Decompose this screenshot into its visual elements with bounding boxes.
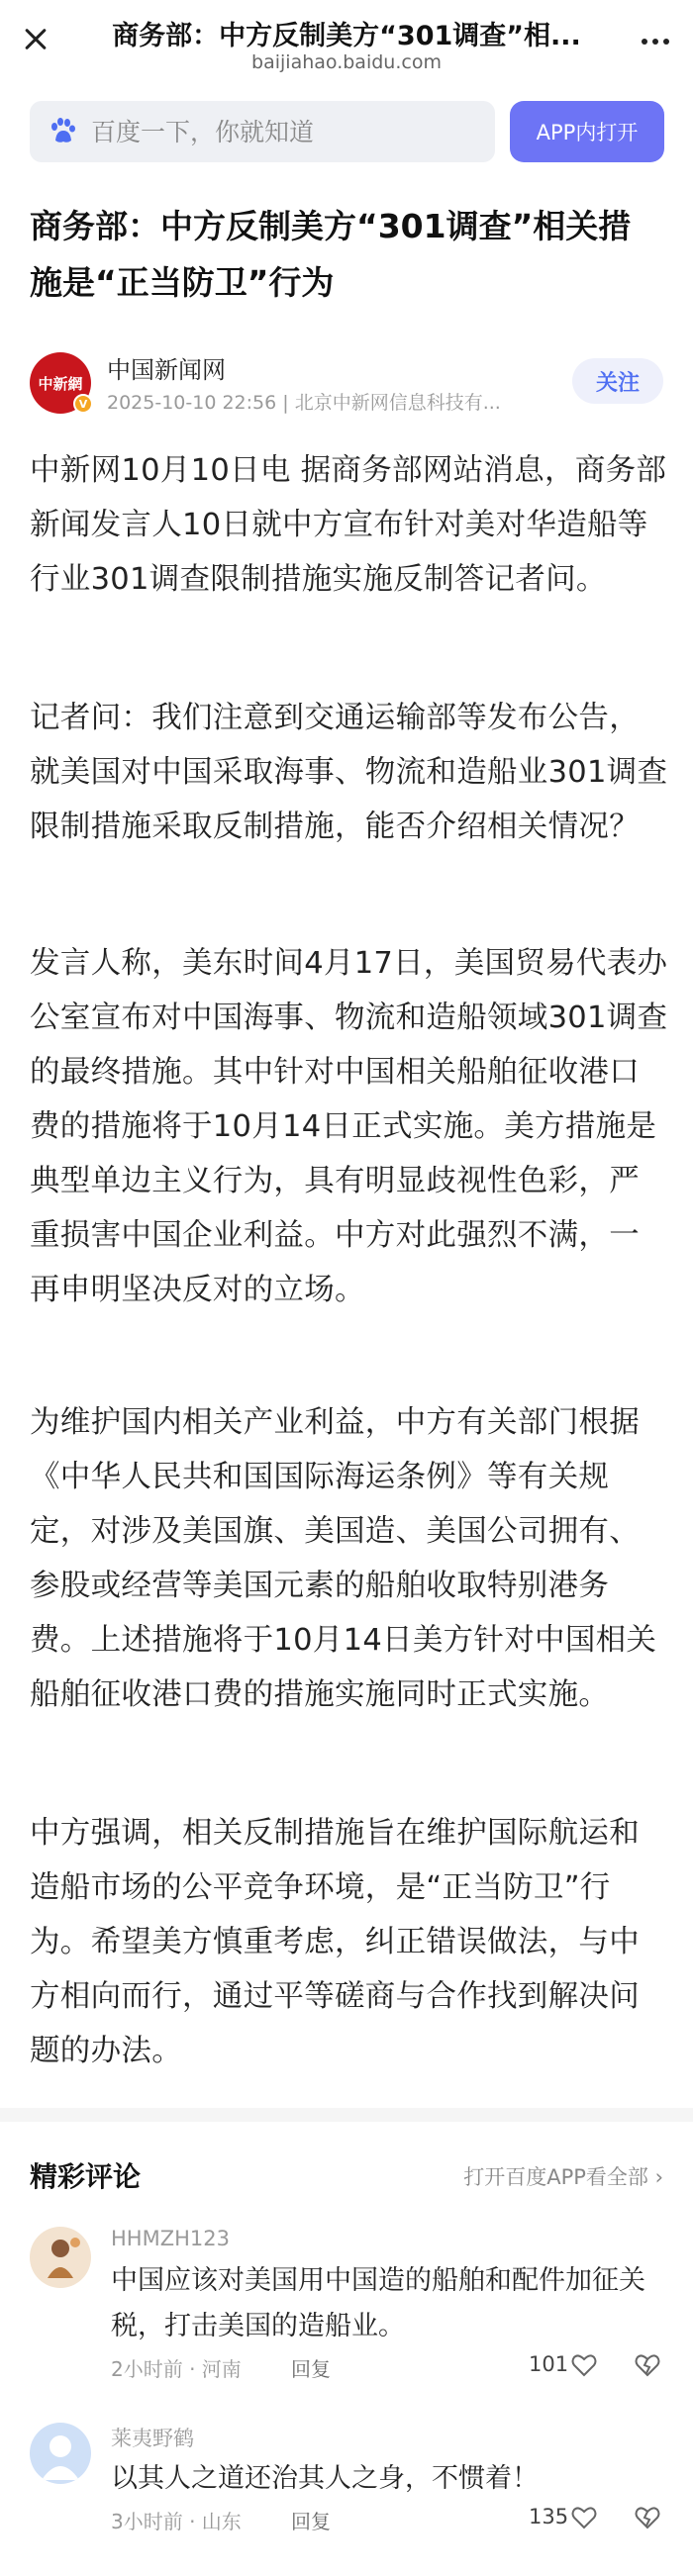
article-paragraph: 为维护国内相关产业利益，中方有关部门根据《中华人民共和国国际海运条例》等有关规定，对涉及美国旗、美国造、美国公司拥有、参股或经营等美国元素的船舶收取特别港务费。上述措施将于10月14日美方针对中国相关船舶征收港口费的措施实施同时正式实施。	[30, 1405, 657, 1712]
comments-title: 精彩评论	[30, 2160, 142, 2193]
open-app-all-comments-link[interactable]: 打开百度APP看全部 ›	[463, 2165, 663, 2189]
reply-button[interactable]: 回复	[291, 2510, 331, 2533]
article-paragraph: 发言人称，美东时间4月17日，美国贸易代表办公室宣布对中国海事、物流和造船领域301调查的最终措施。其中针对中国相关船舶征收港口费的措施将于10月14日正式实施。美方措施是典型单边主义行为，具有明显歧视性色彩，严重损害中国企业利益。中方对此强烈不满，一再申明坚决反对的立场。	[30, 946, 668, 1307]
comment-item	[30, 2423, 663, 2541]
article-title: 商务部：中方反制美方“301调查”相关措施是“正当防卫”行为	[30, 207, 632, 302]
broken-heart-icon[interactable]	[634, 2351, 661, 2379]
search-input[interactable]	[91, 101, 487, 162]
verified-icon: V	[73, 394, 93, 414]
page-url: baijiahao.baidu.com	[251, 51, 442, 73]
article-paragraph: 中方强调，相关反制措施旨在维护国际航运和造船市场的公平竞争环境，是“正当防卫”行为。希望美方慎重考虑，纠正错误做法，与中方相向而行，通过平等磋商与合作找到解决问题的办法。	[30, 1816, 640, 2068]
page-title: 商务部：中方反制美方“301调查”相...	[112, 21, 581, 51]
search-box[interactable]	[30, 101, 495, 162]
comment-text: 以其人之道还治其人之身，不惯着！	[111, 2463, 539, 2494]
author-row	[30, 346, 663, 426]
like-count: 101	[529, 2352, 569, 2376]
comment-meta: 2小时前 · 河南	[111, 2357, 242, 2381]
avatar-image-icon	[30, 2227, 91, 2288]
top-bar	[0, 0, 693, 81]
baidu-paw-icon	[48, 117, 77, 146]
avatar[interactable]	[30, 2227, 91, 2288]
close-icon[interactable]	[14, 18, 57, 61]
open-in-app-button[interactable]: APP内打开	[510, 101, 664, 162]
comment-meta: 3小时前 · 山东	[111, 2510, 242, 2533]
section-divider	[0, 2108, 693, 2122]
heart-icon[interactable]	[570, 2504, 598, 2531]
article-paragraph: 记者问：我们注意到交通运输部等发布公告，就美国对中国采取海事、物流和造船业301调查限制措施采取反制措施，能否介绍相关情况？	[30, 701, 668, 844]
heart-icon[interactable]	[570, 2351, 598, 2379]
comment-text: 中国应该对美国用中国造的船舶和配件加征关税，打击美国的造船业。	[111, 2265, 645, 2341]
like-count: 135	[529, 2505, 569, 2528]
avatar[interactable]	[30, 2423, 91, 2484]
broken-heart-icon[interactable]	[634, 2504, 661, 2531]
comment-username[interactable]: 莱夷野鹤	[111, 2427, 194, 2450]
article-paragraph: 中新网10月10日电 据商务部网站消息，商务部新闻发言人10日就中方宣布针对美对华造船等行业301调查限制措施实施反制答记者问。	[30, 453, 667, 597]
reply-button[interactable]: 回复	[291, 2357, 331, 2381]
author-name[interactable]: 中国新闻网	[107, 356, 226, 384]
comment-username[interactable]: HHMZH123	[111, 2227, 230, 2250]
search-row	[0, 91, 693, 170]
author-avatar[interactable]: 中新網	[30, 352, 91, 414]
default-avatar-icon	[30, 2423, 91, 2484]
more-dots-icon[interactable]	[636, 22, 675, 61]
follow-button[interactable]: 关注	[572, 358, 663, 404]
comment-item	[30, 2227, 663, 2385]
author-meta: 2025-10-10 22:56 | 北京中新网信息科技有...	[107, 392, 501, 414]
